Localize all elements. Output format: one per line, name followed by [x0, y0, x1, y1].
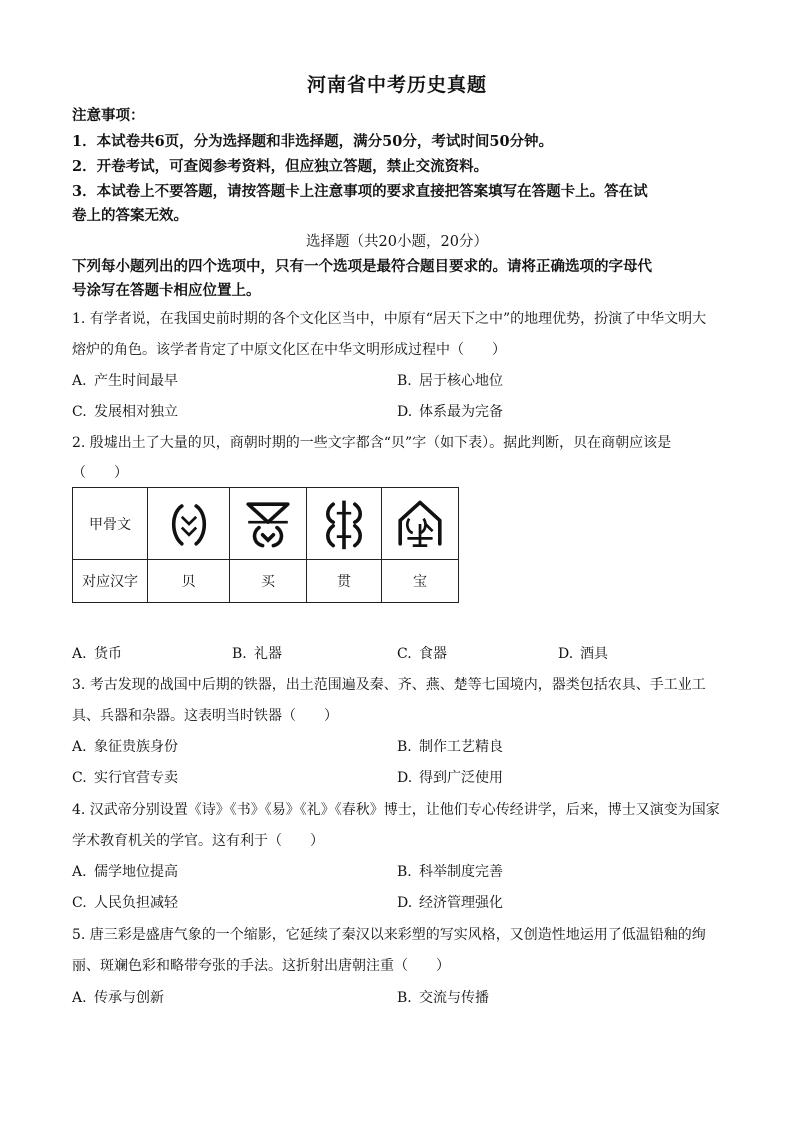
q4-option-b: B. 科举制度完善	[397, 864, 503, 880]
q2-option-b: B. 礼器	[232, 646, 282, 662]
section-instruction: 号涂写在答题卡相应位置上。	[72, 282, 261, 299]
oracle-bone-table	[72, 487, 459, 603]
question-2-text: （ ）	[72, 465, 128, 481]
q1-option-a: A. 产生时间最早	[72, 373, 178, 389]
q1-option-d: D. 体系最为完备	[397, 404, 503, 420]
q4-option-d: D. 经济管理强化	[397, 895, 503, 911]
notice-heading: 注意事项：	[72, 107, 145, 124]
question-3-text: 具、兵器和杂器。这表明当时铁器（ ）	[72, 708, 338, 724]
page-title: 河南省中考历史真题	[306, 74, 487, 96]
oracle-bao-icon	[393, 497, 447, 551]
oracle-bei-icon	[162, 497, 216, 551]
char-cell: 买	[230, 560, 307, 603]
q1-option-b: B. 居于核心地位	[397, 373, 503, 389]
question-2-text: 2. 殷墟出土了大量的贝，商朝时期的一些文字都含“贝”字（如下表）。据此判断，贝在商朝应该是	[72, 435, 672, 451]
section-heading: 选择题（共20小题，20分）	[306, 234, 488, 250]
section-instruction: 下列每小题列出的四个选项中，只有一个选项是最符合题目要求的。请将正确选项的字母代	[72, 258, 652, 275]
row-label-oracle: 甲骨文	[73, 488, 148, 560]
row-label-chinese: 对应汉字	[73, 560, 148, 603]
q3-option-a: A. 象征贵族身份	[72, 739, 178, 755]
q2-option-c: C. 食器	[397, 646, 447, 662]
oracle-glyph-mai	[230, 488, 307, 560]
q1-option-c: C. 发展相对独立	[72, 404, 178, 420]
notice-item: 3．本试卷上不要答题，请按答题卡上注意事项的要求直接把答案填写在答题卡上。答在试	[72, 183, 648, 200]
question-5-text: 5. 唐三彩是盛唐气象的一个缩影，它延续了秦汉以来彩塑的写实风格，又创造性地运用了低温铅釉的绚	[72, 927, 706, 943]
question-4-text: 4. 汉武帝分别设置《诗》《书》《易》《礼》《春秋》博士，让他们专心传经讲学，后来，博士又演变为国家	[72, 802, 720, 818]
q5-option-b: B. 交流与传播	[397, 990, 489, 1006]
q4-option-c: C. 人民负担减轻	[72, 895, 178, 911]
char-cell: 宝	[382, 560, 459, 603]
question-3-text: 3. 考古发现的战国中后期的铁器，出土范围遍及秦、齐、燕、楚等七国境内，器类包括农具、手工业工	[72, 677, 706, 693]
char-cell: 贯	[307, 560, 382, 603]
oracle-guan-icon	[317, 497, 371, 551]
oracle-glyph-bei	[148, 488, 230, 560]
notice-item: 2．开卷考试，可查阅参考资料，但应独立答题，禁止交流资料。	[72, 158, 489, 175]
q3-option-d: D. 得到广泛使用	[397, 770, 503, 786]
question-1-text: 1. 有学者说，在我国史前时期的各个文化区当中，中原有“居天下之中”的地理优势，扮演了中华文明大	[72, 311, 707, 327]
q4-option-a: A. 儒学地位提高	[72, 864, 178, 880]
q3-option-b: B. 制作工艺精良	[397, 739, 503, 755]
question-1-text: 熔炉的角色。该学者肯定了中原文化区在中华文明形成过程中（ ）	[72, 342, 506, 358]
q5-option-a: A. 传承与创新	[72, 990, 164, 1006]
q2-option-d: D. 酒具	[558, 646, 608, 662]
q2-option-a: A. 货币	[72, 646, 122, 662]
char-cell: 贝	[148, 560, 230, 603]
oracle-mai-icon	[241, 497, 295, 551]
oracle-glyph-bao	[382, 488, 459, 560]
q3-option-c: C. 实行官营专卖	[72, 770, 178, 786]
question-4-text: 学术教育机关的学官。这有利于（ ）	[72, 833, 324, 849]
oracle-glyph-guan	[307, 488, 382, 560]
question-5-text: 丽、斑斓色彩和略带夸张的手法。这折射出唐朝注重（ ）	[72, 958, 450, 974]
notice-item: 卷上的答案无效。	[72, 207, 188, 224]
notice-item: 1．本试卷共6页，分为选择题和非选择题，满分50分，考试时间50分钟。	[72, 133, 554, 150]
